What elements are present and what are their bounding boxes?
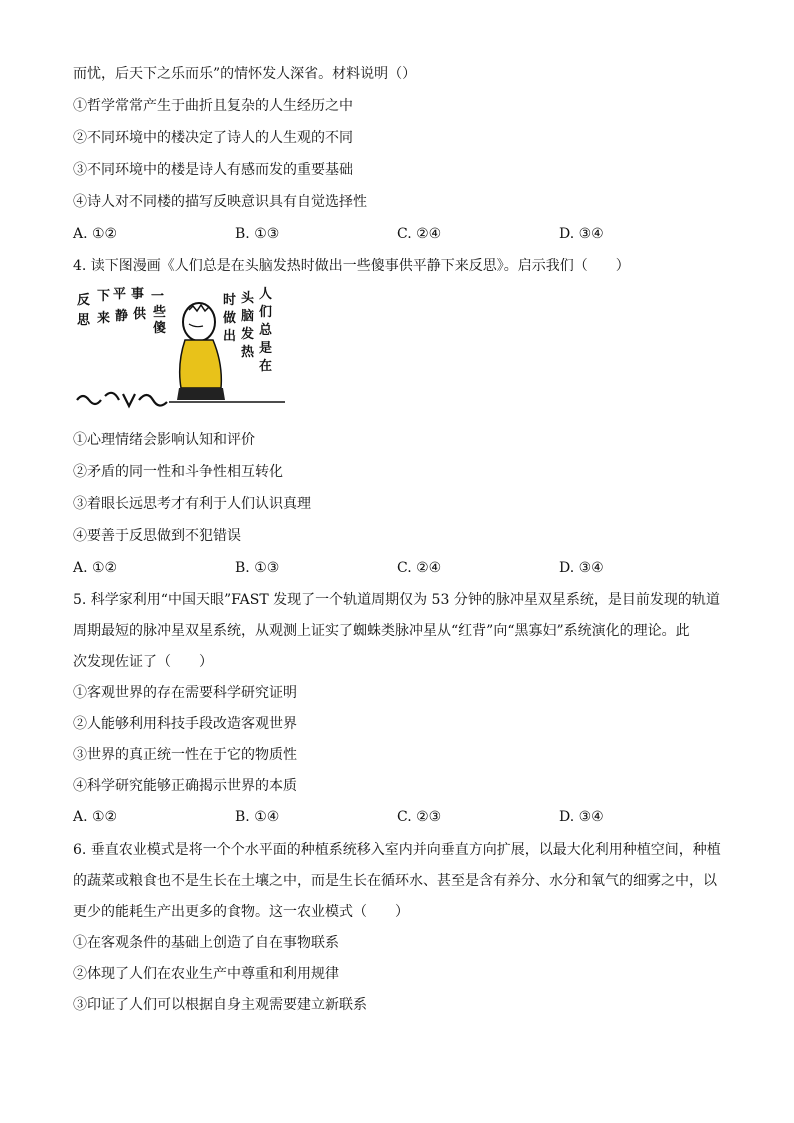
choice-c: C. ②④ (397, 226, 442, 242)
q5-option-2: ②人能够利用科技手段改造客观世界 (73, 716, 297, 732)
comic-char: 头 (241, 291, 255, 306)
q4-option-4: ④要善于反思做到不犯错误 (73, 528, 241, 544)
comic-char: 人 (259, 287, 273, 302)
comic-char: 来 (97, 311, 111, 326)
q5-option-3: ③世界的真正统一性在于它的物质性 (73, 747, 297, 763)
comic-char: 反 (77, 293, 91, 308)
comic-char: 下 (97, 289, 111, 304)
q4-option-3: ③着眼长远思考才有利于人们认识真理 (73, 496, 311, 512)
comic-image (73, 284, 285, 420)
choice-b: B. ①③ (235, 226, 280, 242)
choice-a: A. ①② (73, 560, 118, 576)
q5-choices (73, 807, 633, 827)
comic-char: 热 (241, 345, 255, 360)
q6-stem: 更少的能耗生产出更多的食物。这一农业模式（ ） (73, 904, 409, 920)
q6-option-3: ③印证了人们可以根据自身主观需要建立新联系 (73, 997, 367, 1013)
comic-char: 做 (223, 311, 237, 326)
text-line: 而忧，后天下之乐而乐”的情怀发人深省。材料说明（） (73, 66, 417, 82)
q6-option-2: ②体现了人们在农业生产中尊重和利用规律 (73, 966, 339, 982)
q3-option-2: ②不同环境中的楼决定了诗人的人生观的不同 (73, 130, 353, 146)
comic-illustration (73, 284, 285, 420)
comic-char: 在 (259, 359, 273, 374)
comic-char: 供 (133, 307, 147, 322)
q6-stem: 6. 垂直农业模式是将一个个水平面的种植系统移入室内并向垂直方向扩展，以最大化利用种植空间，种植 (73, 842, 721, 858)
comic-char: 发 (241, 327, 255, 342)
figure-body (180, 340, 222, 388)
comic-char: 一 (151, 289, 165, 304)
q6-stem: 的蔬菜或粮食也不是生长在土壤之中，而是生长在循环水、甚至是含有养分、水分和氧气的细雾之中，以 (73, 873, 717, 889)
comic-char: 傻 (153, 321, 167, 336)
comic-char: 出 (223, 329, 237, 344)
q4-option-2: ②矛盾的同一性和斗争性相互转化 (73, 464, 283, 480)
q3-option-4: ④诗人对不同楼的描写反映意识具有自觉选择性 (73, 194, 367, 210)
comic-char: 些 (153, 305, 167, 320)
q6-option-1: ①在客观条件的基础上创造了自在事物联系 (73, 935, 339, 951)
q5-stem: 次发现佐证了（ ） (73, 654, 213, 670)
choice-d: D. ③④ (559, 560, 604, 576)
comic-char: 脑 (241, 309, 255, 324)
q5-option-1: ①客观世界的存在需要科学研究证明 (73, 685, 297, 701)
choice-c: C. ②④ (397, 560, 442, 576)
q4-option-1: ①心理情绪会影响认知和评价 (73, 432, 255, 448)
choice-a: A. ①② (73, 226, 118, 242)
comic-char: 思 (77, 313, 91, 328)
q3-choices (73, 224, 633, 244)
choice-c: C. ②③ (397, 809, 442, 825)
q4-stem: 4. 读下图漫画《人们总是在头脑发热时做出一些傻事供平静下来反思》。启示我们（ ） (73, 258, 630, 274)
choice-b: B. ①③ (235, 560, 280, 576)
q5-stem: 周期最短的脉冲星双星系统，从观测上证实了蜘蛛类脉冲星从“红背”向“黑寡妇”系统演化的理论。此 (73, 623, 690, 639)
comic-char: 是 (259, 341, 273, 356)
comic-char: 静 (115, 309, 129, 324)
q4-choices (73, 558, 633, 578)
comic-char: 事 (131, 287, 145, 302)
q5-option-4: ④科学研究能够正确揭示世界的本质 (73, 778, 297, 794)
comic-char: 总 (259, 323, 273, 338)
comic-char: 时 (223, 293, 237, 308)
comic-char: 们 (259, 305, 273, 320)
choice-d: D. ③④ (559, 226, 604, 242)
choice-b: B. ①④ (235, 809, 280, 825)
q3-option-1: ①哲学常常产生于曲折且复杂的人生经历之中 (73, 98, 353, 114)
comic-char: 平 (113, 287, 127, 302)
choice-d: D. ③④ (559, 809, 604, 825)
q5-stem: 5. 科学家利用“中国天眼”FAST 发现了一个轨道周期仅为 53 分钟的脉冲星双星系统，是目前发现的轨道 (73, 592, 720, 608)
q3-option-3: ③不同环境中的楼是诗人有感而发的重要基础 (73, 162, 353, 178)
choice-a: A. ①② (73, 809, 118, 825)
figure-legs (177, 388, 225, 400)
